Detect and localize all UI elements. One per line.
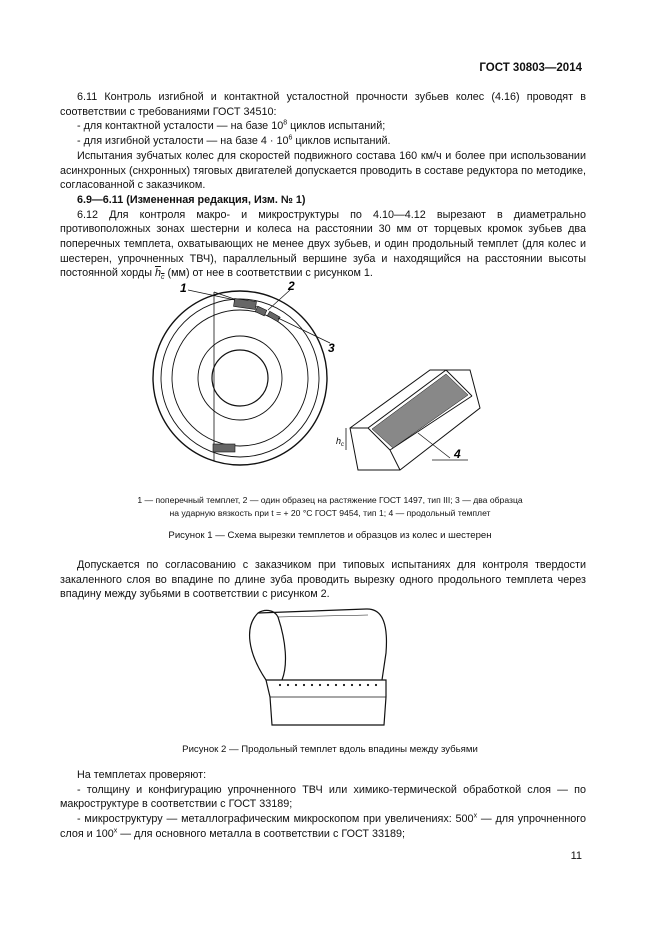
list-item-layer-thickness: - толщину и конфигурацию упрочненного ТВЧ или химико-термической обработкой слоя — по макроструктуре в соответствии с ГОСТ 33189; bbox=[60, 783, 586, 811]
leader-3 bbox=[278, 318, 330, 343]
gear-bore-circle bbox=[212, 350, 268, 406]
label-3: 3 bbox=[328, 341, 335, 355]
list-item-text: циклов испытаний; bbox=[287, 120, 386, 133]
gear-web-circle bbox=[172, 310, 308, 446]
left-tooth-flank bbox=[250, 610, 286, 680]
edit-note: 6.9—6.11 (Измененная редакция, Изм. № 1) bbox=[77, 193, 306, 206]
checks-intro: На темплетах проверяют: bbox=[77, 769, 207, 781]
paragraph-tests: Испытания зубчатых колес для скоростей подвижного состава 160 км/ч и более при использовании асинхронных (снхронных) тяговых двигателей допускается проводить в составе редуктора по методике, согласованной с заказчиком. bbox=[60, 149, 586, 192]
list-item-text: — для основного металла в соответствии с ГОСТ 33189; bbox=[117, 827, 406, 840]
dim-main: h bbox=[336, 436, 342, 446]
legend-line: на ударную вязкость при t = + 20 °С ГОСТ 9454, тип 1; 4 — продольный темплет bbox=[169, 508, 491, 518]
leader-4 bbox=[418, 433, 450, 458]
transverse-template-bottom bbox=[213, 444, 235, 452]
template-hatch bbox=[372, 374, 468, 448]
label-4: 4 bbox=[454, 447, 461, 461]
text-block-3 bbox=[60, 768, 586, 842]
paragraph-6-12 bbox=[60, 208, 586, 287]
exponent: 6 bbox=[288, 134, 293, 142]
impact-specimen bbox=[267, 311, 280, 321]
exponent: 8 bbox=[283, 119, 288, 127]
document-header: ГОСТ 30803—2014 bbox=[479, 62, 582, 74]
paragraph-text: 6.12 Для контроля макро- и микроструктуры по 4.10—4.12 вырезают в диаметрально противоположных зонах шестерни и колеса на расстоянии 30 мм от торцевых кромок зубьев два поперечных темплета, охватывающих не менее двух зубьев, и один продольный темплет (для колес и шестерен, упрочненных ТВЧ), параллельный вершине зуба и находящийся на расстоянии высоты постоянной хорды bbox=[60, 208, 586, 280]
label-1: 1 bbox=[180, 281, 187, 295]
root-line bbox=[278, 615, 368, 617]
paragraph-6-11: 6.11 Контроль изгибной и контактной усталостной прочности зубьев колес (4.16) проводят в соответствии с требованиями ГОСТ 34510: bbox=[60, 91, 586, 118]
figure-2-drawing bbox=[226, 605, 416, 730]
gear-rim-circle bbox=[161, 299, 319, 457]
gear-outer-circle bbox=[153, 291, 327, 465]
legend-line: 1 — поперечный темплет, 2 — один образец на растяжение ГОСТ 1497, тип III; 3 — два образца bbox=[137, 495, 523, 505]
text-block-1 bbox=[60, 90, 586, 286]
figure-2-caption: Рисунок 2 — Продольный темплет вдоль впадины между зубьями bbox=[182, 744, 478, 755]
paragraph-optional-template: Допускается по согласованию с заказчиком при типовых испытаниях для контроля твердости закаленного слоя во впадине по длине зуба проводить вырезку одного продольного темплета через впадину между зубьями в соответствии с рисунком 2. bbox=[60, 559, 586, 601]
text-block-2 bbox=[60, 558, 586, 602]
dimension-hc bbox=[336, 436, 344, 448]
list-item-text: - для контактной усталости — на базе 10 bbox=[77, 120, 284, 133]
page-number: 11 bbox=[570, 850, 582, 862]
figure-1-caption: Рисунок 1 — Схема вырезки темплетов и образцов из колес и шестерен bbox=[168, 530, 492, 541]
tooth-top-edge bbox=[258, 609, 386, 680]
figure-1-drawing bbox=[150, 278, 490, 483]
leader-2 bbox=[268, 290, 290, 310]
hardened-layer-dots bbox=[279, 684, 377, 686]
list-item-text: - для изгибной усталости — на базе 4 · 10 bbox=[77, 135, 289, 148]
list-item-microstructure bbox=[60, 812, 586, 841]
label-2: 2 bbox=[288, 279, 295, 293]
figure-1-legend bbox=[50, 494, 610, 520]
magnification-mark: x bbox=[113, 827, 118, 835]
symbol-main: h bbox=[154, 267, 161, 280]
template-body bbox=[266, 680, 386, 725]
tensile-specimen bbox=[255, 306, 267, 316]
list-item-text: — для упрочненного слоя и 100 bbox=[60, 813, 587, 840]
magnification-mark: x bbox=[473, 812, 478, 820]
dim-sub: c bbox=[341, 442, 345, 448]
gear-hub-circle bbox=[198, 336, 282, 420]
list-item-text: циклов испытаний. bbox=[292, 135, 391, 148]
list-item-bending-fatigue bbox=[60, 134, 586, 149]
list-item-text: - микроструктуру — металлографическим микроскопом при увеличениях: 500 bbox=[77, 813, 474, 826]
symbol-sub: c bbox=[161, 274, 165, 282]
paragraph-text: (мм) от нее в соответствии с рисунком 1. bbox=[167, 267, 373, 280]
list-item-contact-fatigue bbox=[60, 119, 586, 134]
